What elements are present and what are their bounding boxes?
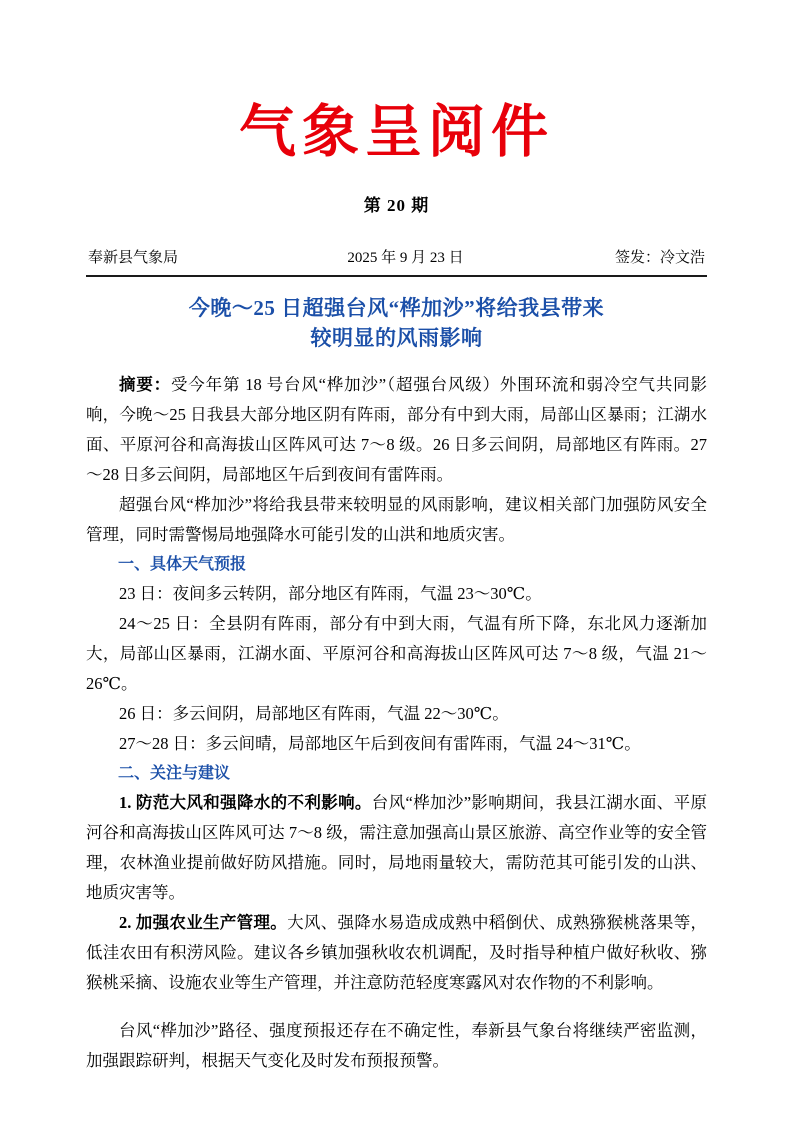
advice-2-label: 2. 加强农业生产管理。 <box>119 913 288 933</box>
header-divider <box>86 275 707 277</box>
masthead-title: 气象呈阅件 <box>239 101 554 164</box>
closing-paragraph: 台风“桦加沙”路径、强度预报还存在不确定性，奉新县气象台将继续严密监测，加强跟踪研判，根据天气变化及时发布预报预警。 <box>86 1021 707 1071</box>
signer-name: 签发：冷文浩 <box>614 249 705 266</box>
summary-paragraph: 超强台风“桦加沙”将给我县带来较明显的风雨影响，建议相关部门加强防风安全管理，同时需警惕局地强降水可能引发的山洪和地质灾害。 <box>86 494 707 544</box>
advice-item-1 <box>86 788 707 908</box>
section-heading-2: 二、关注与建议 <box>118 764 231 782</box>
page-title <box>86 293 707 354</box>
forecast-item-1: 23 日：夜间多云转阴，部分地区有阵雨，气温 23～30℃。 <box>119 583 542 603</box>
section-heading-1: 一、具体天气预报 <box>118 555 247 573</box>
advice-1-label: 1. 防范大风和强降水的不利影响。 <box>119 792 372 812</box>
headline-line-1: 今晚～25 日超强台风“桦加沙”将给我县带来 <box>188 295 605 320</box>
issue-number: 第 20 期 <box>363 195 430 215</box>
advice-1-text: 台风“桦加沙”影响期间，我县江湖水面、平原河谷和高海拔山区阵风可达 7～8 级，需注意加强高山景区旅游、高空作业等的安全管理，农林渔业提前做好防风措施。同时，局地雨量较大，需防范其可能引发的山洪、地质灾害等。 <box>86 792 707 903</box>
forecast-item-4: 27～28 日：多云间晴，局部地区午后到夜间有雷阵雨，气温 24～31℃。 <box>119 733 641 753</box>
headline-line-2: 较明显的风雨影响 <box>310 326 483 351</box>
forecast-item-2: 24～25 日：全县阴有阵雨，部分有中到大雨，气温有所下降，东北风力逐渐加大，局部山区暴雨，江湖水面、平原河谷和高海拔山区阵风可达 7～8 级，气温 21～26℃。 <box>86 613 707 693</box>
issuer-name: 奉新县气象局 <box>88 249 179 266</box>
issue-date: 2025 年 9 月 23 日 <box>347 249 464 266</box>
abstract-paragraph <box>86 370 707 490</box>
paragraph-spacer <box>86 998 707 1016</box>
abstract-label: 摘要： <box>119 374 171 394</box>
abstract-text: 受今年第 18 号台风“桦加沙”（超强台风级）外围环流和弱冷空气共同影响，今晚～25 日我县大部分地区阴有阵雨，部分有中到大雨，局部山区暴雨；江湖水面、平原河谷和高海拔山区阵风可达 7～8 级。26 日多云间阴，局部地区有阵雨。27～28 日多云间阴，局部地区午后到夜间有雷阵雨。 <box>86 374 708 484</box>
forecast-item-3: 26 日：多云间阴，局部地区有阵雨，气温 22～30℃。 <box>119 703 509 723</box>
advice-2-text: 大风、强降水易造成成熟中稻倒伏、成熟猕猴桃落果等，低洼农田有积涝风险。建议各乡镇加强秋收农机调配，及时指导种植户做好秋收、猕猴桃采摘、设施农业等生产管理，并注意防范轻度寒露风对农作物的不利影响。 <box>86 913 708 993</box>
advice-item-2 <box>86 908 707 998</box>
document-body <box>86 370 707 1077</box>
meta-row <box>86 246 707 267</box>
